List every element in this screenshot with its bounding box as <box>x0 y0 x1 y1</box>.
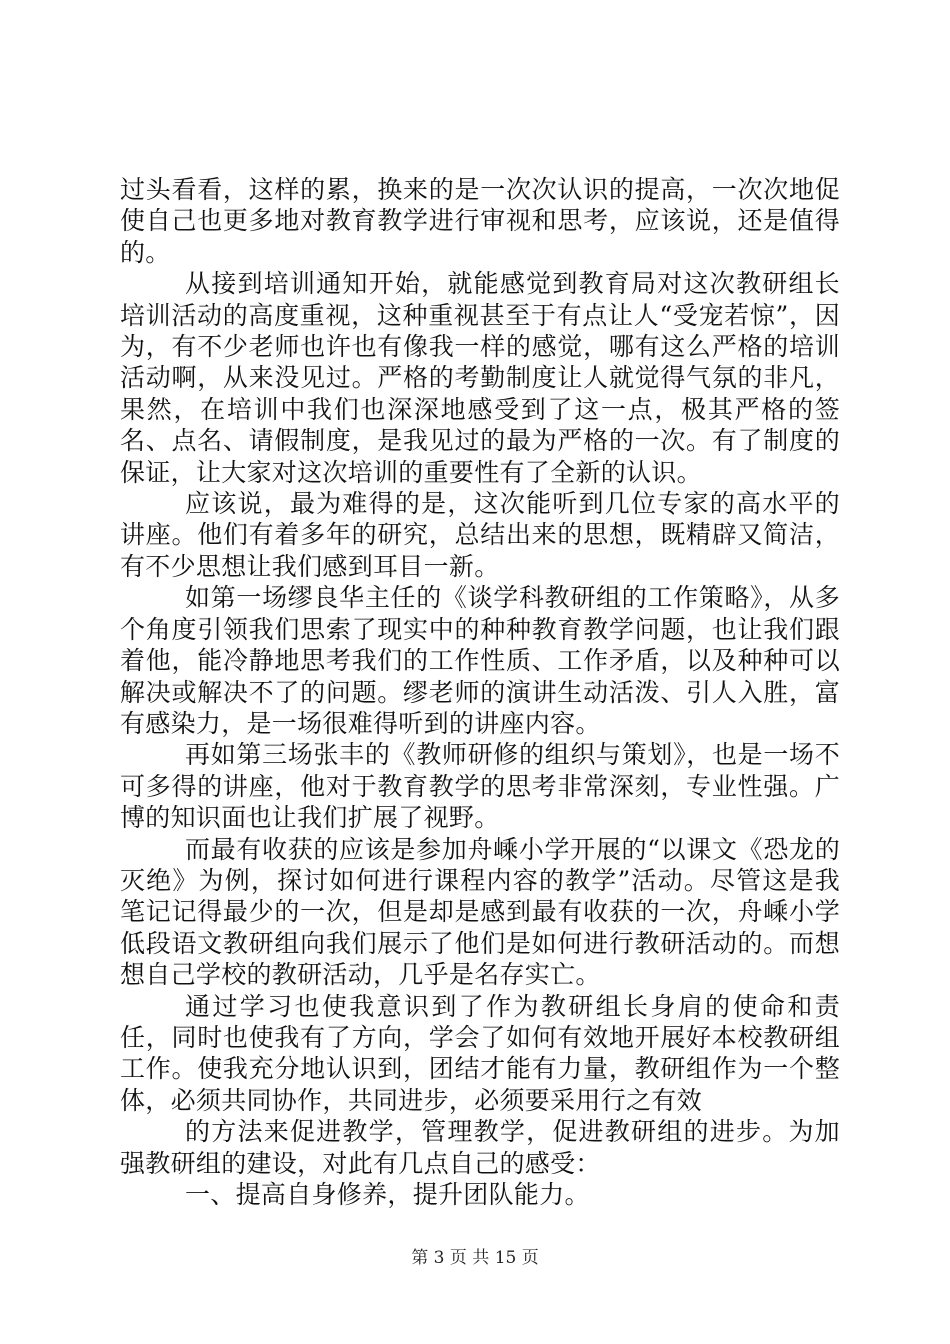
paragraph: 从接到培训通知开始，就能感觉到教育局对这次教研组长培训活动的高度重视，这种重视甚至于有点让人“受宠若惊”，因为，有不少老师也许也有像我一样的感觉，哪有这么严格的培训活动啊，从来没见过。严格的考勤制度让人就觉得气氛的非凡，果然，在培训中我们也深深地感受到了这一点，极其严格的签名、点名、请假制度，是我见过的最为严格的一次。有了制度的保证，让大家对这次培训的重要性有了全新的认识。 <box>120 269 840 487</box>
paragraph: 的方法来促进教学，管理教学，促进教研组的进步。为加强教研组的建设，对此有几点自己的感受： <box>120 1117 840 1178</box>
paragraph: 过头看看，这样的累，换来的是一次次认识的提高，一次次地促使自己也更多地对教育教学进行审视和思考，应该说，还是值得的。 <box>120 175 840 267</box>
page-footer: 第 3 页 共 15 页 <box>411 1248 539 1268</box>
paragraph: 而最有收获的应该是参加舟嵊小学开展的“以课文《恐龙的灭绝》为例，探讨如何进行课程内容的教学”活动。尽管这是我笔记记得最少的一次，但是却是感到最有收获的一次，舟嵊小学低段语文教研组向我们展示了他们是如何进行教研活动的。而想想自己学校的教研活动，几乎是名存实亡。 <box>120 834 840 990</box>
paragraph: 通过学习也使我意识到了作为教研组长身肩的使命和责任，同时也使我有了方向，学会了如何有效地开展好本校教研组工作。使我充分地认识到，团结才能有力量，教研组作为一个整体，必须共同协作，共同进步，必须要采用行之有效 <box>120 991 840 1115</box>
paragraph: 应该说，最为难得的是，这次能听到几位专家的高水平的讲座。他们有着多年的研究，总结出来的思想，既精辟又简洁，有不少思想让我们感到耳目一新。 <box>120 489 840 581</box>
paragraph: 如第一场缪良华主任的《谈学科教研组的工作策略》，从多个角度引领我们思索了现实中的种种教育教学问题，也让我们跟着他，能冷静地思考我们的工作性质、工作矛盾，以及种种可以解决或解决不了的问题。缪老师的演讲生动活泼、引人入胜，富有感染力，是一场很难得听到的讲座内容。 <box>120 583 840 738</box>
body-text <box>120 174 840 1210</box>
paragraph: 一、提高自身修养，提升团队能力。 <box>185 1180 590 1209</box>
paragraph: 再如第三场张丰的《教师研修的组织与策划》，也是一场不可多得的讲座，他对于教育教学的思考非常深刻，专业性强。广博的知识面也让我们扩展了视野。 <box>120 740 840 833</box>
